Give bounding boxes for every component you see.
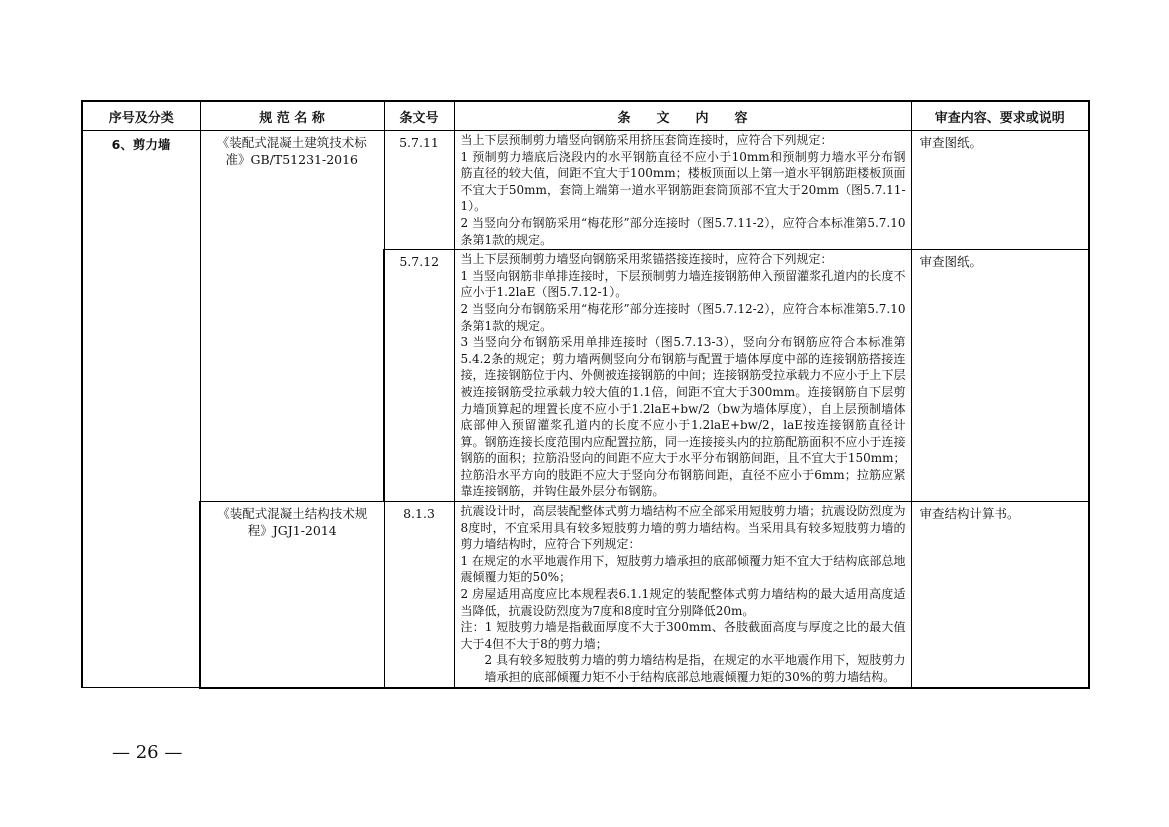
table-row: [82, 131, 1089, 250]
content-line: 3 当竖向分布钢筋采用单排连接时（图5.7.13-3），竖向分布钢筋应符合本标准第5.4.2条的规定；剪力墙两侧竖向分布钢筋与配置于墙体厚度中部的连接钢筋搭接连接，连接钢筋位于内、外侧被连接钢筋的中间；连接钢筋受拉承载力不应小于上下层被连接钢筋受拉承载力较大值的1.1倍，间距不宜大于300mm。连接钢筋自下层剪力墙顶算起的埋置长度不应小于1.2laE+bw/2（bw为墙体厚度），自上层预制墙体底部伸入预留灌浆孔道内的长度不应小于1.2laE+bw/2，laE按连接钢筋直径计算。钢筋连接长度范围内应配置拉筋，同一连接接头内的拉筋配筋面积不应小于连接钢筋的面积；拉筋沿竖向的间距不应大于水平分布钢筋间距，且不宜大于150mm；拉筋沿水平方向的肢距不应大于竖向分布钢筋间距，直径不应小于6mm；拉筋应紧靠连接钢筋，并钩住最外层分布钢筋。: [460, 335, 906, 499]
content-line: 1 预制剪力墙底后浇段内的水平钢筋直径不应小于10mm和预制剪力墙水平分布钢筋直径的较大值，间距不宜大于100mm；楼板顶面以上第一道水平钢筋距楼板顶面不宜大于50mm，套筒上端第一道水平钢筋距套筒顶部不宜大于20mm（图5.7.11-1）。: [460, 149, 906, 214]
content-line: 抗震设计时，高层装配整体式剪力墙结构不应全部采用短肢剪力墙；抗震设防烈度为8度时，不宜采用具有较多短肢剪力墙的剪力墙结构。当采用具有较多短肢剪力墙的剪力墙结构时，应符合下列规定：: [460, 504, 906, 552]
content-line: 2 当竖向分布钢筋采用“梅花形”部分连接时（图5.7.11-2），应符合本标准第5.7.10条第1款的规定。: [460, 215, 906, 247]
header-standard-name: 规 范 名 称: [200, 101, 384, 131]
review-cell: 审查结构计算书。: [911, 502, 1089, 688]
clause-content-cell: [454, 131, 911, 250]
clause-content-cell: [454, 502, 911, 688]
table-row: [82, 502, 1089, 688]
standards-table: [81, 100, 1090, 689]
standard-name-cell: 《装配式混凝土建筑技术标准》GB/T51231-2016: [200, 131, 384, 502]
clause-number-cell: 5.7.11: [384, 131, 454, 250]
content-line: 当上下层预制剪力墙竖向钢筋采用挤压套筒连接时，应符合下列规定：: [460, 133, 833, 147]
content-line: 2 具有较多短肢剪力墙的剪力墙结构是指，在规定的水平地震作用下，短肢剪力墙承担的底部倾覆力矩不小于结构底部总地震倾覆力矩的30%的剪力墙结构。: [484, 653, 906, 684]
standard-name-cell: 《装配式混凝土结构技术规程》JGJ1-2014: [200, 502, 384, 688]
content-line: 2 房屋适用高度应比本规程表6.1.1规定的装配整体式剪力墙结构的最大适用高度适当降低，抗震设防烈度为7度和8度时宜分别降低20m。: [460, 587, 906, 618]
header-clause-number: 条文号: [384, 101, 454, 131]
content-line: 注：1 短肢剪力墙是指截面厚度不大于300mm、各肢截面高度与厚度之比的最大值大于4但不大于8的剪力墙；: [460, 620, 906, 651]
review-cell: 审查图纸。: [911, 250, 1089, 502]
category-cell: 6、剪力墙: [82, 131, 200, 688]
table-header-row: [82, 101, 1089, 131]
clause-number-cell: 5.7.12: [384, 250, 454, 502]
content-line: 1 在规定的水平地震作用下，短肢剪力墙承担的底部倾覆力矩不宜大于结构底部总地震倾覆力矩的50%；: [460, 553, 906, 585]
content-line: 当上下层预制剪力墙竖向钢筋采用浆锚搭接连接时，应符合下列规定：: [460, 252, 833, 267]
review-cell: 审查图纸。: [911, 131, 1089, 250]
content-line: 1 当竖向钢筋非单排连接时，下层预制剪力墙连接钢筋伸入预留灌浆孔道内的长度不应小于1.2laE（图5.7.12-1）。: [460, 268, 906, 300]
page-number: — 26 —: [112, 742, 183, 763]
header-category: 序号及分类: [82, 101, 200, 131]
header-review-requirement: 审查内容、要求或说明: [911, 101, 1089, 131]
header-clause-content: 条 文 内 容: [454, 101, 911, 131]
content-line: 2 当竖向分布钢筋采用“梅花形”部分连接时（图5.7.12-2），应符合本标准第5.7.10条第1款的规定。: [460, 301, 906, 333]
clause-content-cell: [454, 250, 911, 502]
clause-number-cell: 8.1.3: [384, 502, 454, 688]
